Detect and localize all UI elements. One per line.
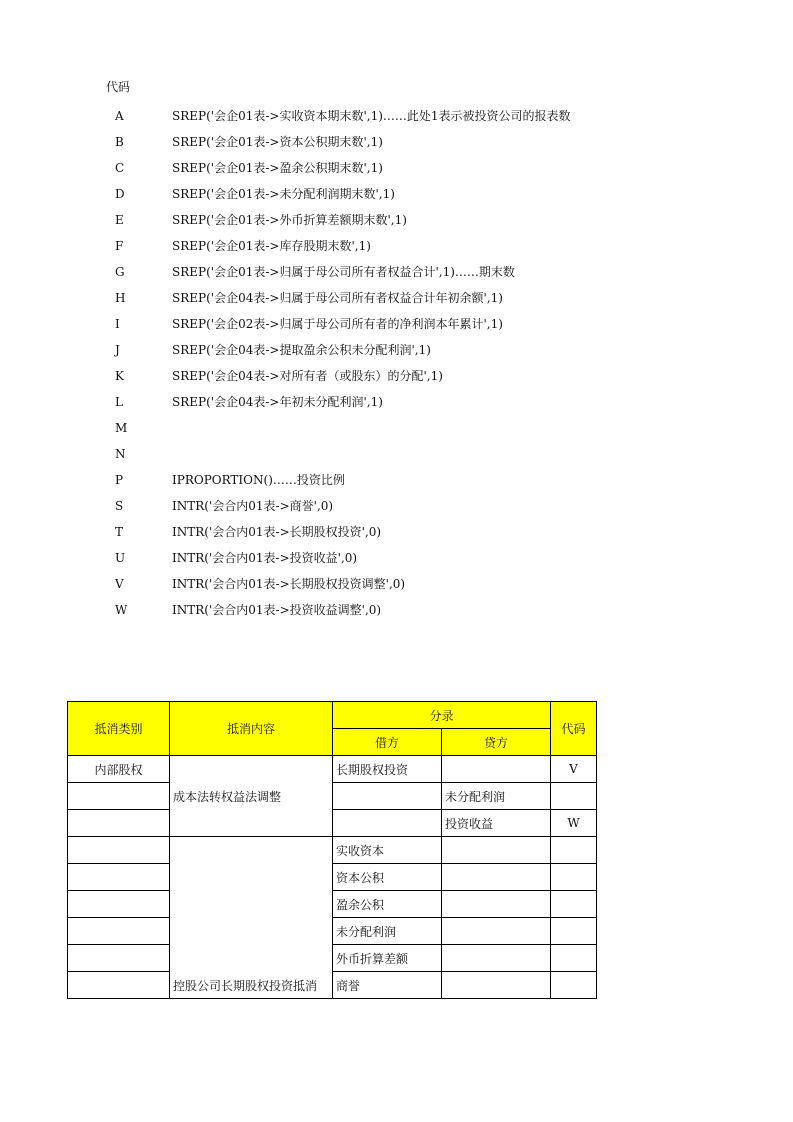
debit-cell[interactable] xyxy=(333,810,442,837)
table-row xyxy=(68,756,597,783)
debit-cell[interactable]: 商誉 xyxy=(333,972,442,999)
code-letter: W xyxy=(115,603,128,617)
code-letter: P xyxy=(115,473,124,487)
credit-cell[interactable] xyxy=(442,756,551,783)
code-row xyxy=(106,181,626,207)
code-row xyxy=(106,363,626,389)
code-row xyxy=(106,415,626,441)
code-cell[interactable]: V xyxy=(551,756,597,783)
code-letter: J xyxy=(115,343,120,357)
category-cell[interactable] xyxy=(68,891,170,918)
code-row xyxy=(106,545,626,571)
category-cell[interactable] xyxy=(68,918,170,945)
code-cell[interactable] xyxy=(551,783,597,810)
code-letter: L xyxy=(115,395,123,409)
category-cell[interactable]: 内部股权 xyxy=(68,756,170,783)
category-cell[interactable] xyxy=(68,972,170,999)
code-letter: G xyxy=(115,265,125,279)
code-row xyxy=(106,207,626,233)
code-row xyxy=(106,311,626,337)
code-cell[interactable] xyxy=(551,918,597,945)
code-formula: IPROPORTION()……投资比例 xyxy=(172,473,345,487)
table-row xyxy=(68,837,597,864)
code-formula: SREP('会企01表->资本公积期末数',1) xyxy=(172,135,383,149)
code-formula: INTR('会合内01表->投资收益',0) xyxy=(172,551,358,565)
credit-cell[interactable]: 投资收益 xyxy=(442,810,551,837)
header-code: 代码 xyxy=(551,702,597,756)
code-letter: N xyxy=(115,447,126,461)
debit-cell[interactable]: 外币折算差额 xyxy=(333,945,442,972)
code-formula: SREP('会企01表->外币折算差额期末数',1) xyxy=(172,213,407,227)
code-letter: C xyxy=(115,161,125,175)
codes-list xyxy=(106,103,626,623)
code-letter: B xyxy=(115,135,124,149)
code-row xyxy=(106,493,626,519)
code-formula: SREP('会企04表->提取盈余公积未分配利润',1) xyxy=(172,343,431,357)
table-row xyxy=(68,864,597,891)
category-cell[interactable] xyxy=(68,810,170,837)
code-formula: INTR('会合内01表->长期股权投资调整',0) xyxy=(172,577,406,591)
credit-cell[interactable] xyxy=(442,945,551,972)
code-row xyxy=(106,285,626,311)
table-row xyxy=(68,783,597,810)
code-letter: I xyxy=(115,317,120,331)
code-formula: INTR('会合内01表->长期股权投资',0) xyxy=(172,525,382,539)
code-letter: K xyxy=(115,369,124,383)
table-row xyxy=(68,891,597,918)
debit-cell[interactable]: 资本公积 xyxy=(333,864,442,891)
code-row xyxy=(106,571,626,597)
credit-cell[interactable] xyxy=(442,837,551,864)
debit-cell[interactable]: 实收资本 xyxy=(333,837,442,864)
category-cell[interactable] xyxy=(68,864,170,891)
codes-title: 代码 xyxy=(106,80,131,94)
code-row xyxy=(106,259,626,285)
code-letter: T xyxy=(115,525,124,539)
code-letter: U xyxy=(115,551,126,565)
debit-cell[interactable] xyxy=(333,783,442,810)
code-formula: SREP('会企01表->实收资本期末数',1)……此处1表示被投资公司的报表数 xyxy=(172,109,571,123)
code-row xyxy=(106,233,626,259)
code-letter: A xyxy=(115,109,124,123)
elimination-table xyxy=(67,701,597,999)
code-letter: F xyxy=(115,239,124,253)
code-formula: SREP('会企02表->归属于母公司所有者的净利润本年累计',1) xyxy=(172,317,503,331)
category-cell[interactable] xyxy=(68,783,170,810)
credit-cell[interactable]: 未分配利润 xyxy=(442,783,551,810)
header-debit: 借方 xyxy=(333,729,442,756)
table-header-row xyxy=(68,702,597,729)
code-formula: SREP('会企01表->盈余公积期末数',1) xyxy=(172,161,383,175)
code-formula: SREP('会企04表->归属于母公司所有者权益合计年初余额',1) xyxy=(172,291,503,305)
code-row xyxy=(106,389,626,415)
code-row xyxy=(106,467,626,493)
code-row xyxy=(106,129,626,155)
code-row xyxy=(106,441,626,467)
table-row xyxy=(68,810,597,837)
code-letter: V xyxy=(115,577,124,591)
category-cell[interactable] xyxy=(68,945,170,972)
table-row xyxy=(68,918,597,945)
credit-cell[interactable] xyxy=(442,891,551,918)
code-formula: INTR('会合内01表->投资收益调整',0) xyxy=(172,603,382,617)
code-formula: SREP('会企01表->未分配利润期末数',1) xyxy=(172,187,395,201)
code-letter: M xyxy=(115,421,128,435)
credit-cell[interactable] xyxy=(442,972,551,999)
header-content: 抵消内容 xyxy=(170,702,333,756)
code-row xyxy=(106,337,626,363)
code-letter: H xyxy=(115,291,126,305)
code-formula: SREP('会企01表->归属于母公司所有者权益合计',1)……期末数 xyxy=(172,265,515,279)
code-formula: INTR('会合内01表->商誉',0) xyxy=(172,499,334,513)
code-letter: D xyxy=(115,187,125,201)
header-entry: 分录 xyxy=(333,702,551,729)
credit-cell[interactable] xyxy=(442,864,551,891)
code-formula: SREP('会企04表->对所有者（或股东）的分配',1) xyxy=(172,369,443,383)
debit-cell[interactable]: 未分配利润 xyxy=(333,918,442,945)
table-row xyxy=(68,945,597,972)
credit-cell[interactable] xyxy=(442,918,551,945)
header-credit: 贷方 xyxy=(442,729,551,756)
code-cell[interactable] xyxy=(551,891,597,918)
content-cell[interactable]: 成本法转权益法调整 xyxy=(170,756,333,837)
code-cell[interactable] xyxy=(551,972,597,999)
code-row xyxy=(106,597,626,623)
code-cell[interactable] xyxy=(551,864,597,891)
code-cell[interactable] xyxy=(551,837,597,864)
code-row xyxy=(106,519,626,545)
code-cell[interactable]: W xyxy=(551,810,597,837)
code-letter: S xyxy=(115,499,124,513)
code-row xyxy=(106,155,626,181)
debit-cell[interactable]: 盈余公积 xyxy=(333,891,442,918)
code-cell[interactable] xyxy=(551,945,597,972)
code-formula: SREP('会企04表->年初未分配利润',1) xyxy=(172,395,383,409)
header-category: 抵消类别 xyxy=(68,702,170,756)
code-formula: SREP('会企01表->库存股期末数',1) xyxy=(172,239,371,253)
category-cell[interactable] xyxy=(68,837,170,864)
debit-cell[interactable]: 长期股权投资 xyxy=(333,756,442,783)
code-row xyxy=(106,103,626,129)
table-row xyxy=(68,972,597,999)
code-letter: E xyxy=(115,213,124,227)
content-cell[interactable]: 控股公司长期股权投资抵消 xyxy=(170,837,333,999)
